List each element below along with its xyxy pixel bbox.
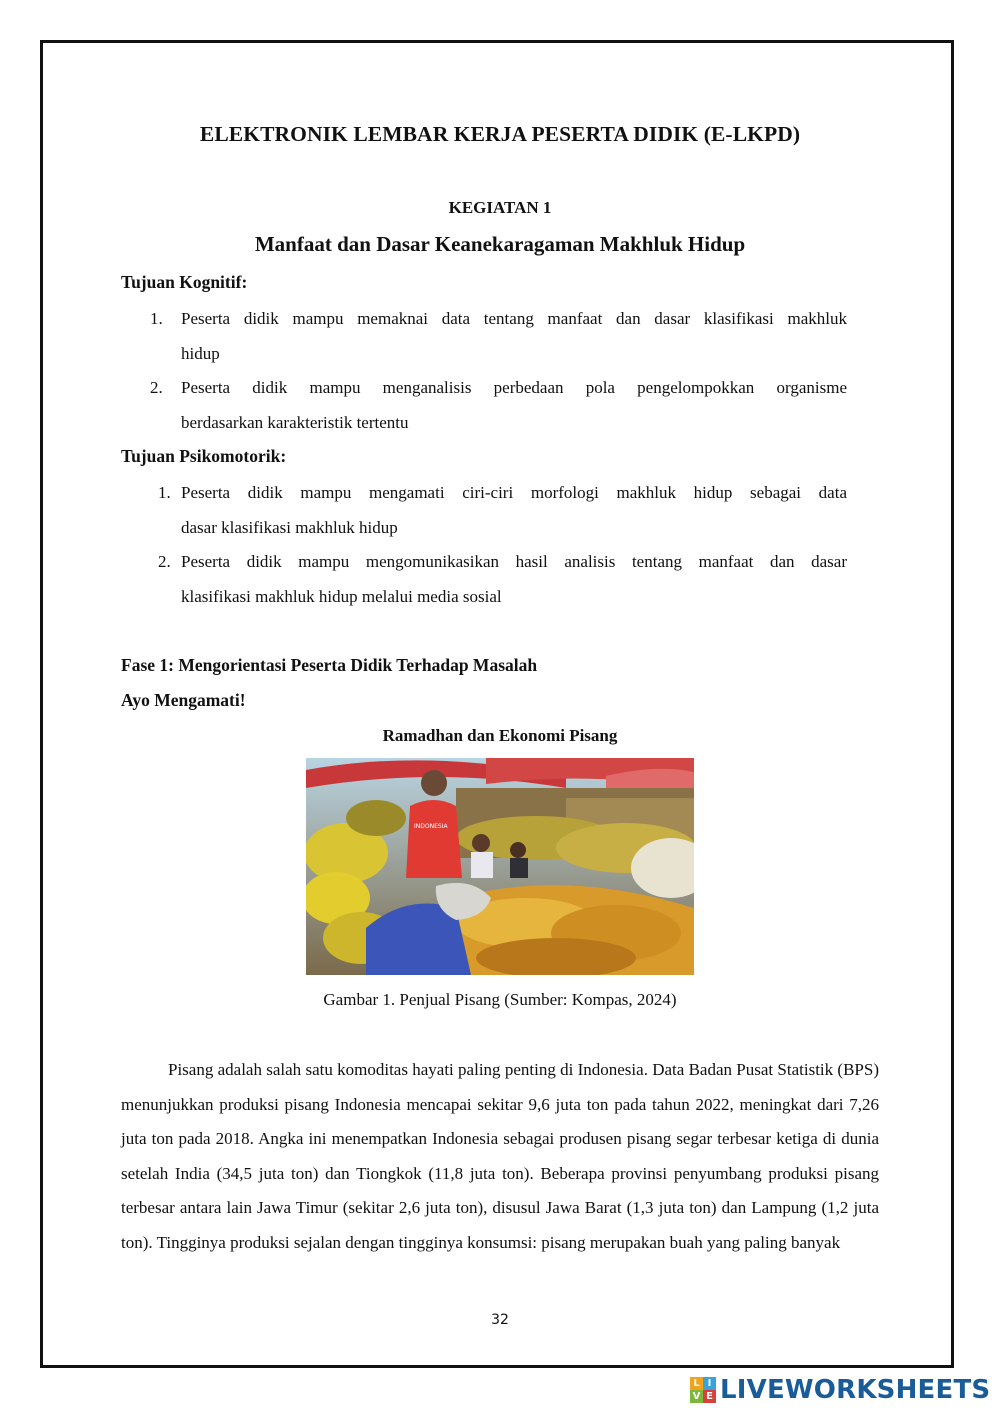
page-number: 32 xyxy=(491,1312,509,1328)
list-item-text-continued: hidup xyxy=(181,343,220,363)
shirt-print: INDONESIA xyxy=(414,823,448,830)
list-item-number: 2. xyxy=(158,552,171,571)
psychomotor-heading: Tujuan Psikomotorik: xyxy=(121,446,287,466)
list-item-number: 1. xyxy=(158,483,171,502)
list-item-text-continued: berdasarkan karakteristik tertentu xyxy=(181,412,409,432)
liveworksheets-brand[interactable] xyxy=(690,1374,990,1406)
brand-name: LIVEWORKSHEETS xyxy=(720,1375,991,1405)
psychomotor-list xyxy=(158,476,850,616)
figure-title: Ramadhan dan Ekonomi Pisang xyxy=(382,726,618,745)
activity-title: Manfaat dan Dasar Keanekaragaman Makhluk Hidup xyxy=(254,232,746,256)
logo-letter: L xyxy=(690,1377,703,1390)
list-item-text-continued: klasifikasi makhluk hidup melalui media sosial xyxy=(181,586,502,606)
list-item-number: 1. xyxy=(150,309,163,328)
logo-letter: V xyxy=(690,1390,703,1403)
list-item-text-continued: dasar klasifikasi makhluk hidup xyxy=(181,517,398,537)
body-paragraph: Pisang adalah salah satu komoditas hayati paling penting di Indonesia. Data Badan Pusat Statistik (BPS) menunjukkan produksi pisang Indonesia mencapai sekitar 9,6 juta ton pada tahun 2022, meningkat dari 7,26 juta ton pada 2018. Angka ini menempatkan Indonesia sebagai produsen pisang segar terbesar ketiga di dunia setelah India (34,5 juta ton) dan Tiongkok (11,8 juta ton). Beberapa provinsi penyumbang produksi pisang terbesar antara lain Jawa Timur (sekitar 2,6 juta ton), disusul Jawa Barat (1,3 juta ton) dan Lampung (1,2 juta ton). Tingginya produksi sejalan dengan tingginya konsumsi: pisang merupakan buah yang paling banyak xyxy=(121,1060,879,1252)
list-item-number: 2. xyxy=(150,378,163,397)
list-item-text: Peserta didik mampu mengomunikasikan hasil analisis tentang manfaat dan dasar xyxy=(181,552,847,571)
cognitive-heading: Tujuan Kognitif: xyxy=(121,272,248,292)
banana-seller-photo xyxy=(306,758,694,975)
list-item-text: Peserta didik mampu memaknai data tentang manfaat dan dasar klasifikasi makhluk xyxy=(181,309,847,328)
observe-prompt: Ayo Mengamati! xyxy=(121,690,246,710)
list-item-text: Peserta didik mampu menganalisis perbedaan pola pengelompokkan organisme xyxy=(181,378,847,397)
figure-caption: Gambar 1. Penjual Pisang (Sumber: Kompas, 2024) xyxy=(323,990,677,1009)
phase-heading: Fase 1: Mengorientasi Peserta Didik Terhadap Masalah xyxy=(121,655,538,675)
cognitive-list xyxy=(150,302,850,442)
logo-letter: E xyxy=(703,1390,716,1403)
main-title: ELEKTRONIK LEMBAR KERJA PESERTA DIDIK (E-LKPD) xyxy=(199,122,801,146)
liveworksheets-logo-icon xyxy=(690,1377,716,1403)
activity-label: KEGIATAN 1 xyxy=(448,198,552,217)
logo-letter: I xyxy=(703,1377,716,1390)
list-item-text: Peserta didik mampu mengamati ciri-ciri morfologi makhluk hidup sebagai data xyxy=(181,483,847,502)
